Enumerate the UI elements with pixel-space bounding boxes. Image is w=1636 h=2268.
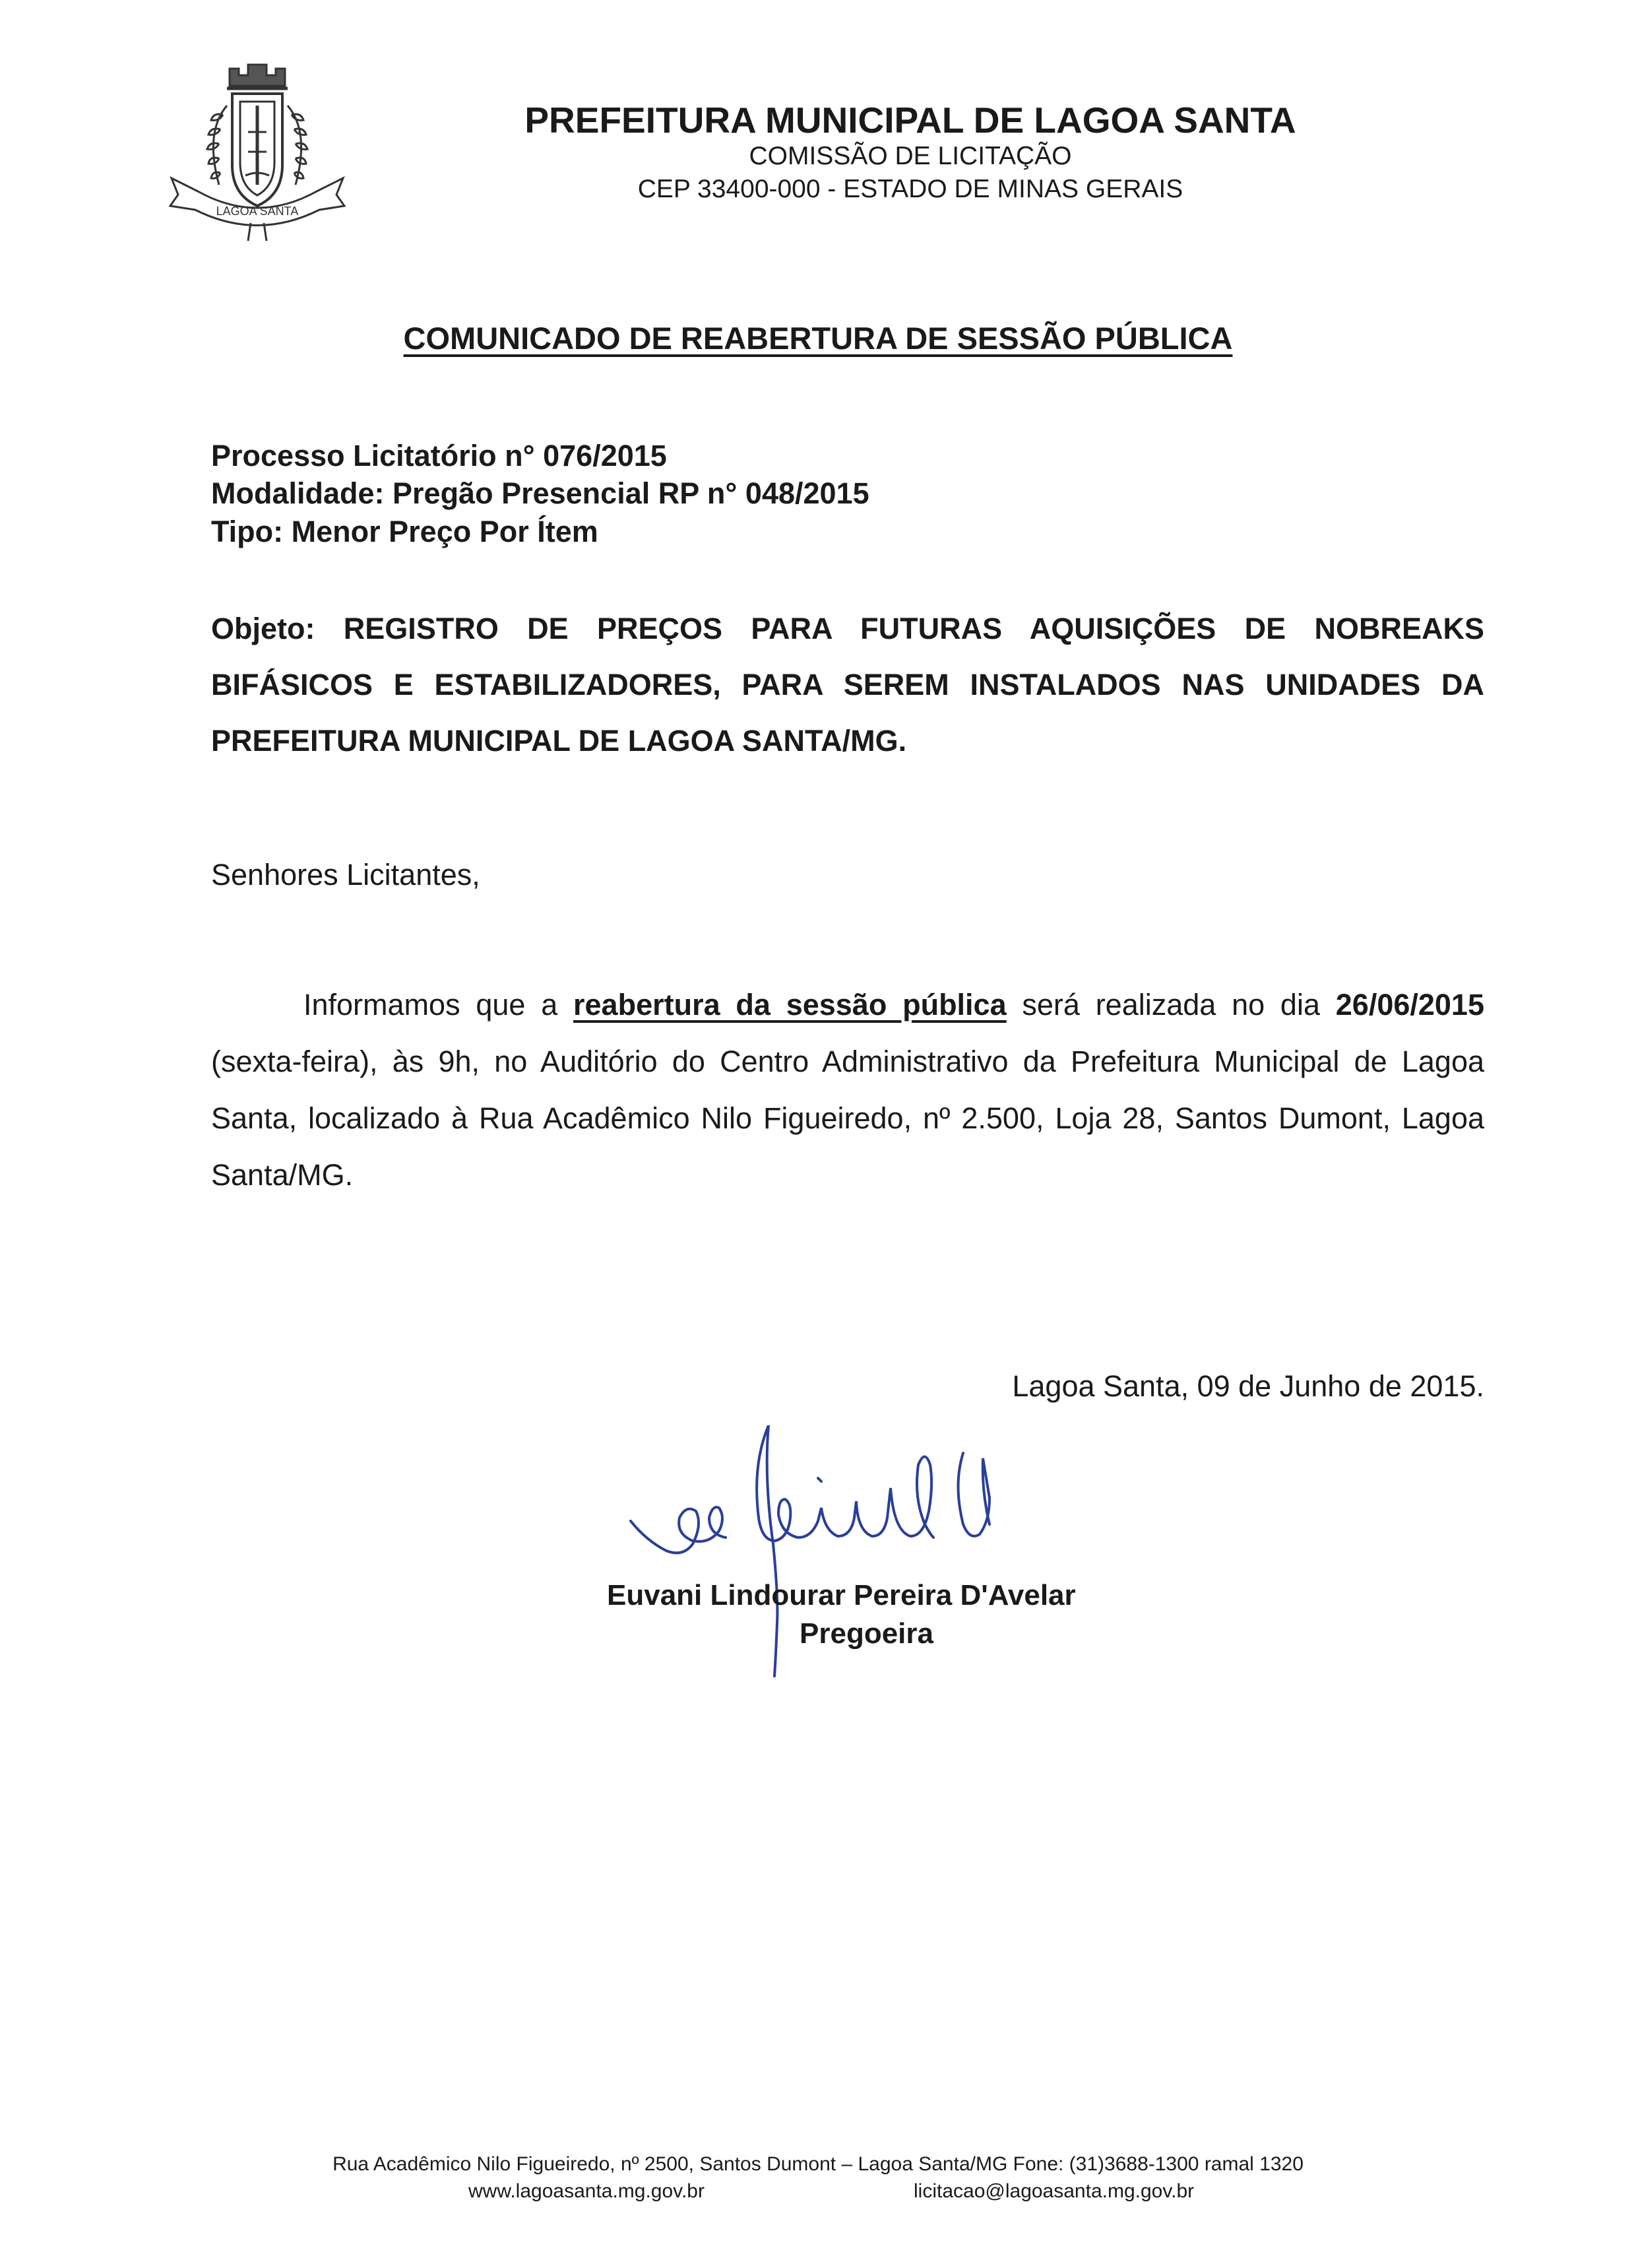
footer-email: licitacao@lagoasanta.mg.gov.br: [914, 2180, 1195, 2202]
footer-website: www.lagoasanta.mg.gov.br: [468, 2180, 705, 2202]
body-date: 26/06/2015: [1335, 988, 1484, 1021]
modalidade-line: Modalidade: Pregão Presencial RP n° 048/2015: [211, 476, 869, 510]
signer-role: Pregoeira: [800, 1617, 933, 1650]
document-title-text: COMUNICADO DE REABERTURA DE SESSÃO PÚBLICA: [403, 321, 1233, 356]
tipo-line: Tipo: Menor Preço Por Ítem: [211, 515, 598, 548]
header-address: CEP 33400-000 - ESTADO DE MINAS GERAIS: [637, 175, 1183, 203]
document-title: [0, 320, 1636, 356]
body-text-part1: Informamos que a: [303, 988, 574, 1021]
body-text-part2: será realizada no dia: [1006, 988, 1336, 1021]
processo-line: Processo Licitatório n° 076/2015: [211, 439, 667, 472]
signer-name: Euvani Lindourar Pereira D'Avelar: [607, 1579, 1076, 1611]
body-text-part3: (sexta-feira), às 9h, no Auditório do Centro Administrativo da Prefeitura Municipal de Lagoa Santa, localizado à Rua Acadêmico Nilo Figueiredo, nº 2.500, Loja 28, Santos Dumont, Lagoa Santa/MG.: [211, 1045, 1484, 1192]
place-date: Lagoa Santa, 09 de Junho de 2015.: [1012, 1369, 1484, 1403]
crest-ribbon-text: LAGOA SANTA: [216, 205, 299, 218]
header-subtitle: COMISSÃO DE LICITAÇÃO: [749, 142, 1072, 170]
salutation: Senhores Licitantes,: [211, 858, 480, 891]
body-paragraph: [211, 977, 1484, 1204]
body-highlight: reabertura da sessão pública: [573, 988, 1007, 1021]
municipal-crest-logo: [158, 59, 356, 244]
footer-address-phone: Rua Acadêmico Nilo Figueiredo, nº 2500, Santos Dumont – Lagoa Santa/MG Fone: (31)3688-1300 ramal 1320: [332, 2153, 1304, 2175]
objeto-paragraph: Objeto: REGISTRO DE PREÇOS PARA FUTURAS AQUISIÇÕES DE NOBREAKS BIFÁSICOS E ESTABILIZADORES, PARA SEREM INSTALADOS NAS UNIDADES DA PREFEITURA MUNICIPAL DE LAGOA SANTA/MG.: [211, 612, 1484, 758]
handwritten-signature: [620, 1425, 1121, 1716]
header-title: PREFEITURA MUNICIPAL DE LAGOA SANTA: [524, 100, 1296, 141]
